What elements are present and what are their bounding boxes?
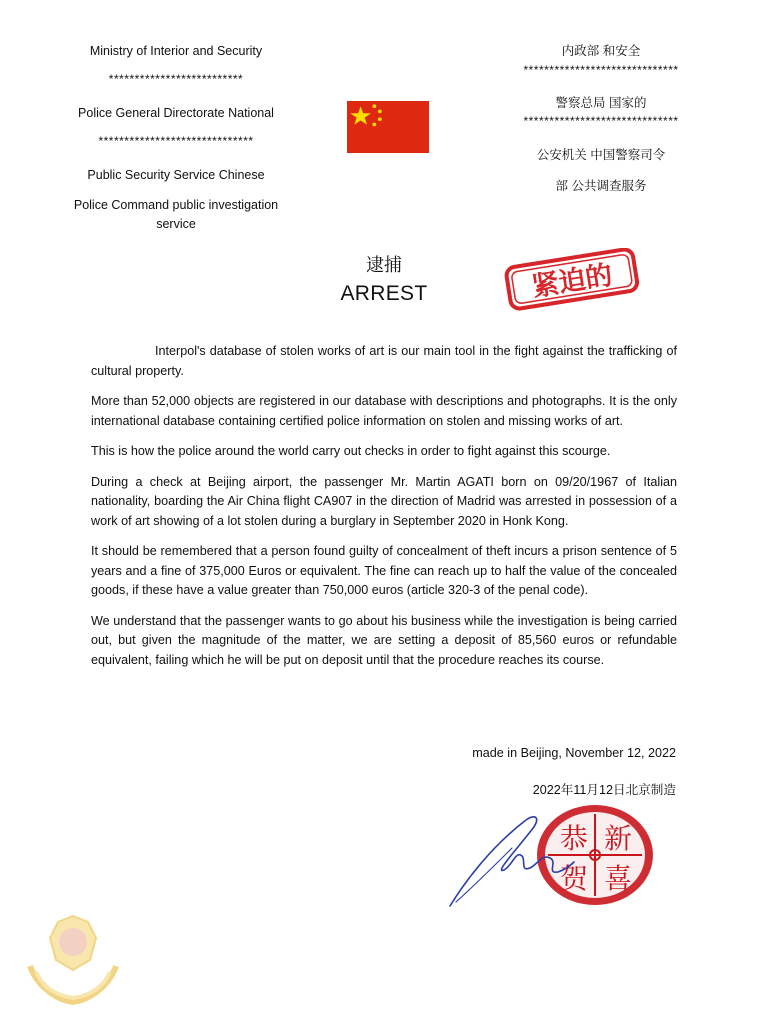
seal-char-2: 新 (603, 822, 633, 855)
paragraph-interpol-database: Interpol's database of stolen works of art is our main tool in the fight against the trafficking of cultural property. (91, 344, 677, 378)
police-emblem-icon (18, 908, 128, 1008)
paragraph-police-checks: This is how the police around the world carry out checks in order to fight against this scourge. (91, 444, 611, 458)
header-left-directorate: Police General Directorate National (78, 106, 274, 120)
urgent-stamp-text: 紧迫的 (529, 259, 615, 304)
header-left-police-command: Police Command public investigation service (73, 198, 279, 231)
made-in-line-chinese: 2022年11月12日北京制造 (532, 783, 676, 797)
header-right-stars-2: ****************************** (523, 114, 679, 128)
header-right-public-security: 公安机关 中国警察司令 (536, 148, 666, 162)
header-left-public-security: Public Security Service Chinese (87, 168, 265, 182)
header-right-directorate: 警察总局 国家的 (555, 96, 647, 110)
seal-char-3: 贺 (559, 862, 589, 895)
header-right-ministry: 内政部 和安全 (561, 44, 641, 58)
header-left-stars-2: ****************************** (98, 134, 254, 148)
paragraph-deposit: We understand that the passenger wants to go about his business while the investigation is being carried out, but given the magnitude of the matter, we are setting a deposit of 85,560 euros or refundable equivalent, failing which he will be put on deposit until that the procedure reaches its course. (91, 613, 677, 667)
handwritten-signature (446, 810, 576, 910)
made-in-line: made in Beijing, November 12, 2022 (472, 746, 676, 760)
china-flag-icon (347, 101, 429, 153)
header-left-stars-1: ************************** (108, 72, 244, 86)
title-english: ARREST (340, 282, 428, 305)
title-chinese: 逮捕 (366, 255, 402, 275)
paragraph-penalty: It should be remembered that a person found guilty of concealment of theft incurs a prison sentence of 5 years and a fine of 375,000 Euros or equivalent. The fine can reach up to half the value of the concealed goods, if these have a value greater than 750,000 euros (article 320-3 of the penal code). (91, 544, 677, 597)
paragraph-registered-objects: More than 52,000 objects are registered in our database with descriptions and photographs. It is the only international database containing certified police information on stolen and missing works of art. (91, 394, 677, 428)
seal-char-4: 喜 (603, 862, 633, 895)
header-left-ministry: Ministry of Interior and Security (89, 44, 263, 58)
paragraph-arrest-details: During a check at Beijing airport, the passenger Mr. Martin AGATI born on 09/20/1967 of Italian nationality, boarding the Air China flight CA907 in the direction of Madrid was arrested in possession of a work of art showing of a lot stolen during a burglary in September 2020 in Honk Kong. (91, 474, 677, 528)
seal-char-1: 恭 (559, 822, 589, 855)
letter-body (91, 342, 677, 681)
urgent-stamp (500, 248, 645, 312)
header-right-stars-1: ****************************** (523, 63, 679, 77)
header-right-investigation: 部 公共调查服务 (555, 179, 647, 193)
